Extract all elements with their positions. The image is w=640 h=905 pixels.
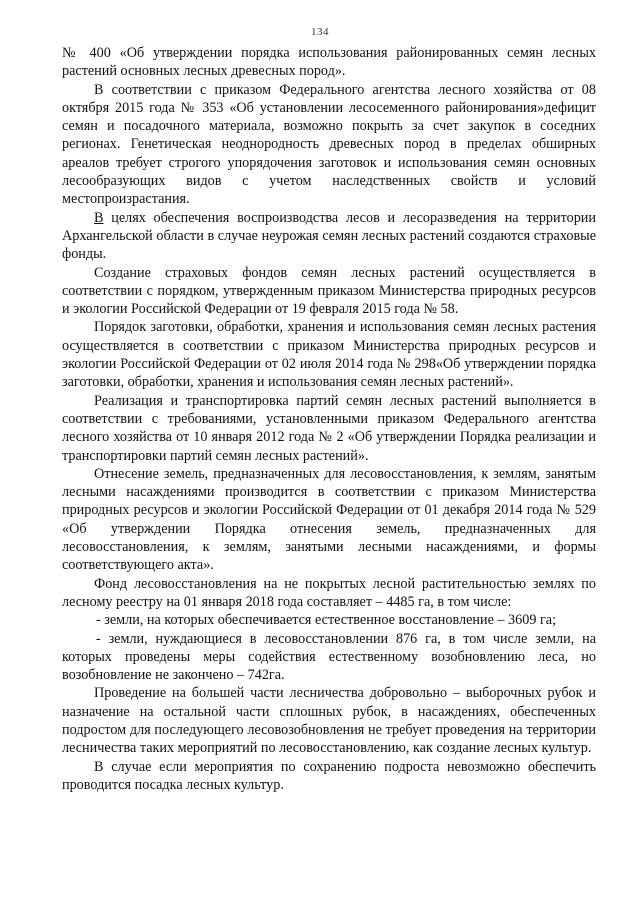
paragraph-continuation: № 400 «Об утверждении порядка использования районированных семян лесных растений основных лесных древесных пород». [62, 45, 596, 80]
paragraph-forest-planting: В случае если мероприятия по сохранению подроста невозможно обеспечить проводится посадка лесных культур. [62, 758, 596, 793]
underlined-word: В [94, 209, 104, 226]
paragraph-insurance-funds-creation: Создание страховых фондов семян лесных растений осуществляется в соответствии с порядком, утвержденным приказом Министерства природных ресурсов и экологии Российской Федерации от 19 февраля 2015 года № 58. [62, 264, 596, 318]
paragraph-selective-felling: Проведение на большей части лесничества добровольно – выборочных рубок и назначение на остальной части сплошных рубок, в насаждениях, обеспеченных подростом для последующего лесовозобновления не требует проведения на территории лесничества таких мероприятий по лесовосстановлению, как создание лесных культур. [62, 685, 596, 757]
list-item-needs-reforestation: - земли, нуждающиеся в лесовосстановлении 876 га, в том числе земли, на которых проведены меры содействия естественному возобновлению леса, но возобновление не закончено – 742га. [62, 630, 596, 684]
paragraph-insurance-funds-text: целях обеспечения воспроизводства лесов и лесоразведения на территории Архангельской области в случае неурожая семян лесных растений создаются страховые фонды. [62, 209, 596, 263]
paragraph-reforestation-fund: Фонд лесовосстановления на не покрытых лесной растительностью землях по лесному реестру на 01 января 2018 года составляет – 4485 га, в том числе: [62, 575, 596, 610]
paragraph-land-assignment: Отнесение земель, предназначенных для лесовосстановления, к землям, занятым лесными насаждениями производится в соответствии с приказом Министерства природных ресурсов и экологии Российской Федерации от 01 декабря 2014 года № 529 «Об утверждении Порядка отнесения земель, предназначенных для лесовосстановления, к землям, занятыми лесными насаждениями, и формы соответствующего акта». [62, 465, 596, 574]
paragraph-seed-zoning: В соответствии с приказом Федерального агентства лесного хозяйства от 08 октября 2015 года № 353 «Об установлении лесосеменного районирования»дефицит семян и посадочного материала, возможно покрыть за счет закупок в соседних регионах. Генетическая неоднородность древесных пород в пределах обширных ареалов требует строгого упорядочения заготовок и использования семян основных лесообразующих видов с учетом наследственных свойств и условий местопроизрастания. [62, 81, 596, 208]
document-body [62, 44, 596, 794]
list-item-natural-restoration: - земли, на которых обеспечивается естественное восстановление – 3609 га; [96, 612, 557, 629]
page-number: 134 [311, 26, 329, 38]
paragraph-insurance-funds [62, 209, 596, 264]
paragraph-seed-transport: Реализация и транспортировка партий семян лесных растений выполняется в соответствии с требованиями, установленными приказом Федерального агентства лесного хозяйства от 10 января 2012 года № 2 «Об утверждении Порядка реализации и транспортировки партий семян лесных растений». [62, 392, 596, 464]
paragraph-seed-procedure: Порядок заготовки, обработки, хранения и использования семян лесных растения осуществляется в соответствии с приказом Министерства природных ресурсов и экологии Российской Федерации от 02 июля 2014 года № 298«Об утверждении порядка заготовки, обработки, хранения и использования семян лесных растений». [62, 319, 596, 391]
